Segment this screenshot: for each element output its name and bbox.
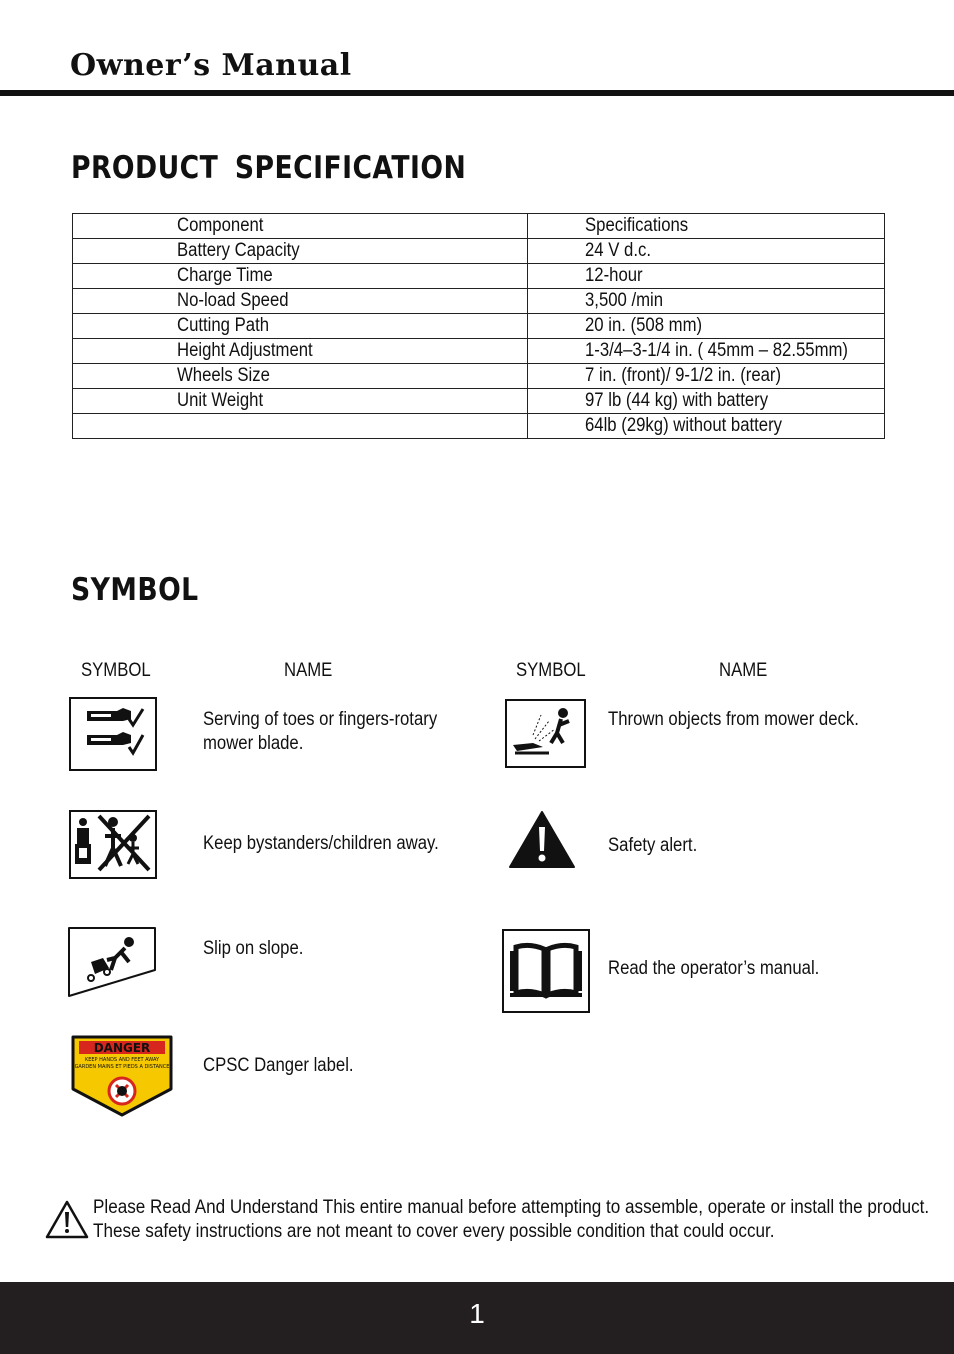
header-specifications: Specifications xyxy=(585,215,689,236)
symbol-name: Read the operator’s manual. xyxy=(608,958,820,979)
spec-value: 1-3/4–3-1/4 in. ( 45mm – 82.55mm) xyxy=(585,340,849,361)
spec-component: No-load Speed xyxy=(177,290,289,311)
col-head-symbol-right: SYMBOL xyxy=(516,660,586,681)
spec-value: 97 lb (44 kg) with battery xyxy=(585,390,769,411)
symbol-name: Thrown objects from mower deck. xyxy=(608,709,859,730)
page-number: 1 xyxy=(469,1298,485,1329)
spec-value: 12-hour xyxy=(585,265,643,286)
spec-component: Charge Time xyxy=(177,265,273,286)
table-row xyxy=(73,314,885,339)
spec-table-header xyxy=(73,214,885,239)
header-component: Component xyxy=(177,215,264,236)
read-manual-icon xyxy=(502,929,590,1018)
spec-value: 7 in. (front)/ 9-1/2 in. (rear) xyxy=(585,365,782,386)
blade-hazard-icon xyxy=(69,697,157,776)
slip-on-slope-icon xyxy=(67,926,157,1003)
warning-icon xyxy=(45,1200,89,1245)
spec-component: Wheels Size xyxy=(177,365,270,386)
spec-table xyxy=(72,213,885,439)
safety-note: Please Read And Understand This entire manual before attempting to assemble, operate or install the product. These safety instructions are not meant to cover every possible condition that could occur. xyxy=(93,1197,930,1242)
keep-bystanders-away-icon xyxy=(69,810,157,884)
symbol-name: Keep bystanders/children away. xyxy=(203,833,439,854)
table-row xyxy=(73,239,885,264)
table-row xyxy=(73,289,885,314)
spec-component: Battery Capacity xyxy=(177,240,300,261)
symbol-name: Slip on slope. xyxy=(203,938,304,959)
col-head-name-right: NAME xyxy=(719,660,768,681)
symbol-name: Serving of toes or fingers-rotary mower blade. xyxy=(203,709,438,754)
manual-title: Owner’s Manual xyxy=(70,48,352,83)
safety-alert-icon xyxy=(508,809,576,874)
spec-section-title: PRODUCT SPECIFICATION xyxy=(71,150,467,186)
symbol-name: Safety alert. xyxy=(608,835,698,856)
thrown-objects-icon xyxy=(505,699,586,773)
spec-value: 3,500 /min xyxy=(585,290,664,311)
spec-value: 20 in. (508 mm) xyxy=(585,315,703,336)
spec-value: 64lb (29kg) without battery xyxy=(585,415,783,436)
spec-component: Cutting Path xyxy=(177,315,270,336)
spec-value: 24 V d.c. xyxy=(585,240,652,261)
symbol-section-title: SYMBOL xyxy=(71,572,199,608)
table-row xyxy=(73,389,885,414)
table-row xyxy=(73,264,885,289)
header-rule xyxy=(0,90,954,96)
spec-component: Unit Weight xyxy=(177,390,264,411)
col-head-symbol-left: SYMBOL xyxy=(81,660,151,681)
cpsc-danger-label-icon xyxy=(71,1035,173,1122)
danger-label-title: DANGER xyxy=(93,1041,151,1055)
symbol-name: CPSC Danger label. xyxy=(203,1055,354,1076)
table-row xyxy=(73,339,885,364)
danger-label-line1: KEEP HANDS AND FEET AWAY xyxy=(84,1057,160,1063)
spec-component: Height Adjustment xyxy=(177,340,313,361)
table-row xyxy=(73,414,885,439)
table-row xyxy=(73,364,885,389)
danger-label-line2: GARDEN MAINS ET PIEDS A DISTANCE xyxy=(74,1064,170,1070)
col-head-name-left: NAME xyxy=(284,660,333,681)
